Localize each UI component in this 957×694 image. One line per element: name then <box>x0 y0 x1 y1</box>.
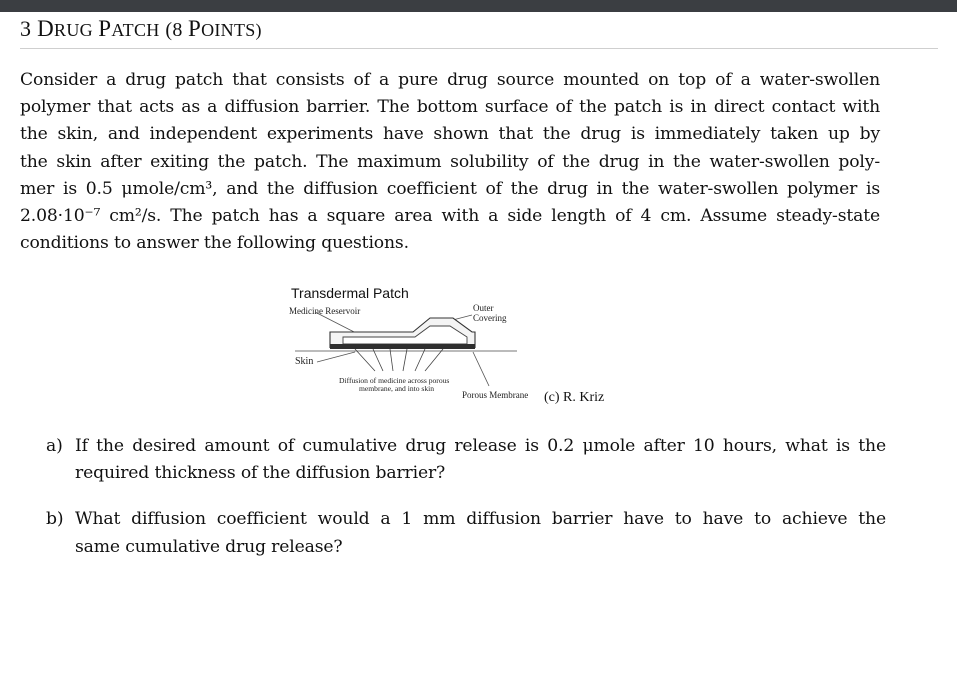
label-outer-covering-2: Covering <box>473 313 507 323</box>
label-diffusion-1: Diffusion of medicine across porous <box>339 376 450 385</box>
question-line: same cumulative drug release? <box>75 536 343 557</box>
question-line: If the desired amount of cumulative drug release is 0.2 μmole after 10 hours, what is the <box>75 436 886 456</box>
label-medicine-reservoir: Medicine Reservoir <box>289 306 361 316</box>
questions-list <box>46 433 886 580</box>
label-outer-covering-1: Outer <box>473 303 494 313</box>
section-divider <box>20 48 938 49</box>
problem-paragraph <box>20 67 880 257</box>
figure-title: Transdermal Patch <box>291 285 409 301</box>
window-top-bar <box>0 0 957 12</box>
diffusion-arrows <box>355 349 443 371</box>
paragraph-line: Consider a drug patch that consists of a pure drug source mounted on top of a water-swollen <box>20 70 880 90</box>
question-line: What diffusion coefficient would a 1 mm diffusion barrier have to have to achieve the <box>75 509 886 530</box>
transdermal-patch-diagram <box>285 282 625 412</box>
paragraph-line: polymer that acts as a diffusion barrier. The bottom surface of the patch is in direct contact with <box>20 97 880 118</box>
question-line: required thickness of the diffusion barrier? <box>75 463 446 484</box>
paragraph-line: conditions to answer the following questions. <box>20 233 409 254</box>
question-label: a) <box>46 436 63 456</box>
paragraph-line: the skin, and independent experiments have shown that the drug is immediately taken up by <box>20 124 880 145</box>
section-title: DRUG PATCH <box>37 16 160 41</box>
question-b <box>46 506 886 560</box>
paragraph-line: mer is 0.5 μmole/cm³, and the diffusion coefficient of the drug in the water-swollen polymer is <box>20 178 880 199</box>
paragraph-line: 2.08·10⁻⁷ cm²/s. The patch has a square area with a side length of 4 cm. Assume steady-state <box>20 206 880 227</box>
section-number: 3 <box>20 16 32 41</box>
membrane-leader-line <box>473 352 489 386</box>
skin-leader-line <box>317 352 355 362</box>
section-points: (8 POINTS) <box>165 16 262 41</box>
paragraph-line: the skin after exiting the patch. The maximum solubility of the drug in the water-swollen poly- <box>20 151 880 172</box>
question-a <box>46 433 886 487</box>
label-porous-membrane: Porous Membrane <box>462 390 529 400</box>
porous-membrane-shape <box>330 344 475 349</box>
question-label: b) <box>46 509 64 530</box>
label-diffusion-2: membrane, and into skin <box>359 384 435 393</box>
figure-credit: (c) R. Kriz <box>544 390 605 405</box>
section-heading <box>20 16 262 42</box>
label-skin: Skin <box>295 356 314 367</box>
